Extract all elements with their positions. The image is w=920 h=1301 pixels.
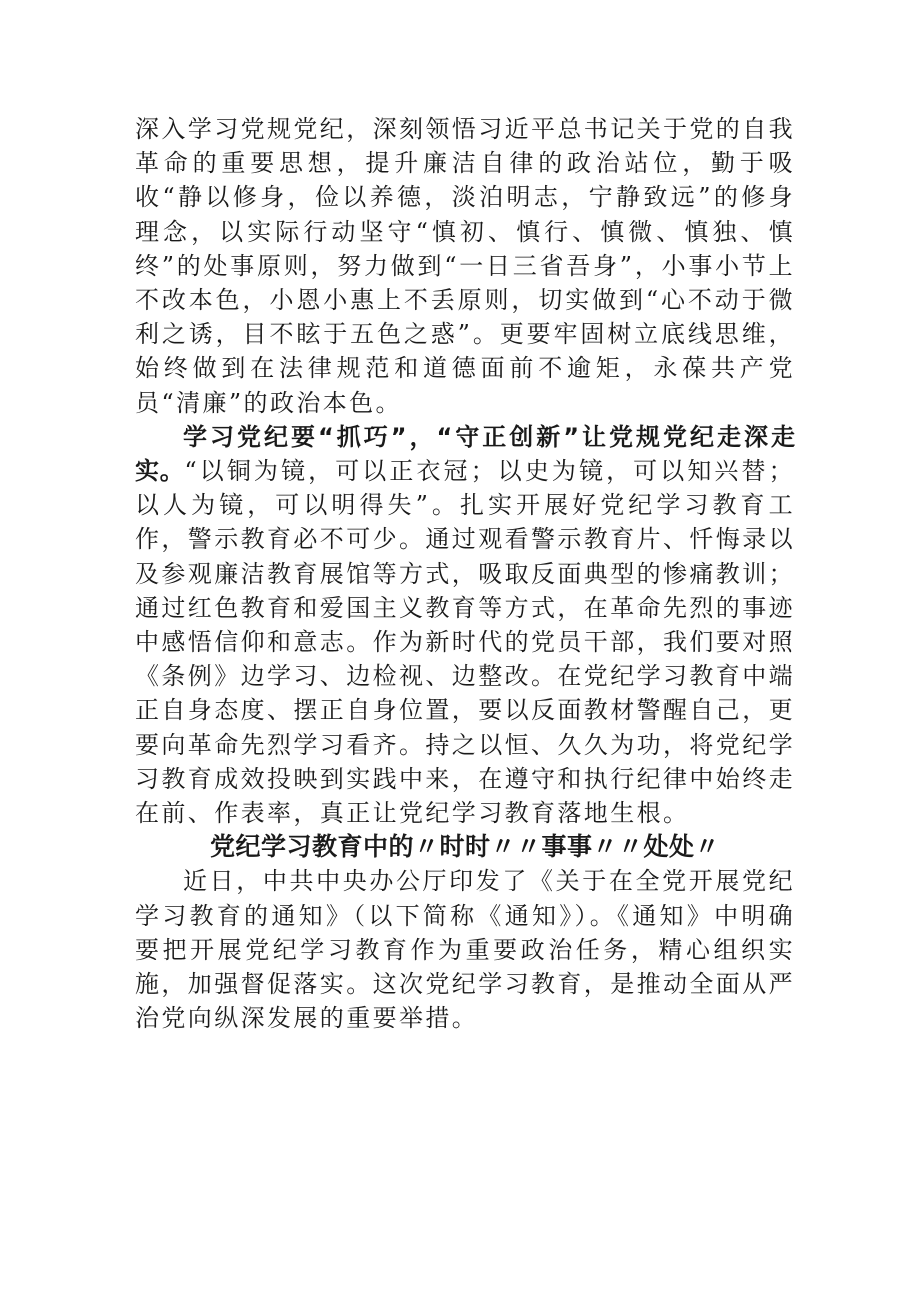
paragraph-1: 深入学习党规党纪，深刻领悟习近平总书记关于党的自我革命的重要思想，提升廉洁自律的政治站位，勤于吸收“静以修身，俭以养德，淡泊明志，宁静致远”的修身理念，以实际行动坚守“慎初、慎行、慎微、慎独、慎终”的处事原则，努力做到“一日三省吾身”，小事小节上不改本色，小恩小惠上不丢原则，切实做到“心不动于微利之诱，目不眩于五色之惑”。更要牢固树立底线思维，始终做到在法律规范和道德面前不逾矩，永葆共产党员“清廉”的政治本色。 [135,115,795,417]
document-page [135,112,795,1035]
paragraph-2-lead: 学习党纪要“抓巧”，“守正创新”让党规党纪走深走实。 [135,422,795,486]
paragraph-2-body: “以铜为镜，可以正衣冠；以史为镜，可以知兴替；以人为镜，可以明得失”。扎实开展好党纪学习教育工作，警示教育必不可少。通过观看警示教育片、忏悔录以及参观廉洁教育展馆等方式，吸取反面典型的惨痛教训；通过红色教育和爱国主义教育等方式，在革命先烈的事迹中感悟信仰和意志。作为新时代的党员干部，我们要对照《条例》边学习、边检视、边整改。在党纪学习教育中端正自身态度、摆正自身位置，要以反面教材警醒自己，更要向革命先烈学习看齐。持之以恒、久久为功，将党纪学习教育成效投映到实践中来，在遵守和执行纪律中始终走在前、作表率，真正让党纪学习教育落地生根。 [135,457,796,828]
paragraph-3: 近日，中共中央办公厅印发了《关于在全党开展党纪学习教育的通知》（以下简称《通知》）。《通知》中明确要把开展党纪学习教育作为重要政治任务，精心组织实施，加强督促落实。这次党纪学习教育，是推动全面从严治党向纵深发展的重要举措。 [135,867,795,1033]
section-heading: 党纪学习教育中的〃时时〃〃事事〃〃处处〃 [209,832,720,862]
paragraph-2 [135,420,795,830]
